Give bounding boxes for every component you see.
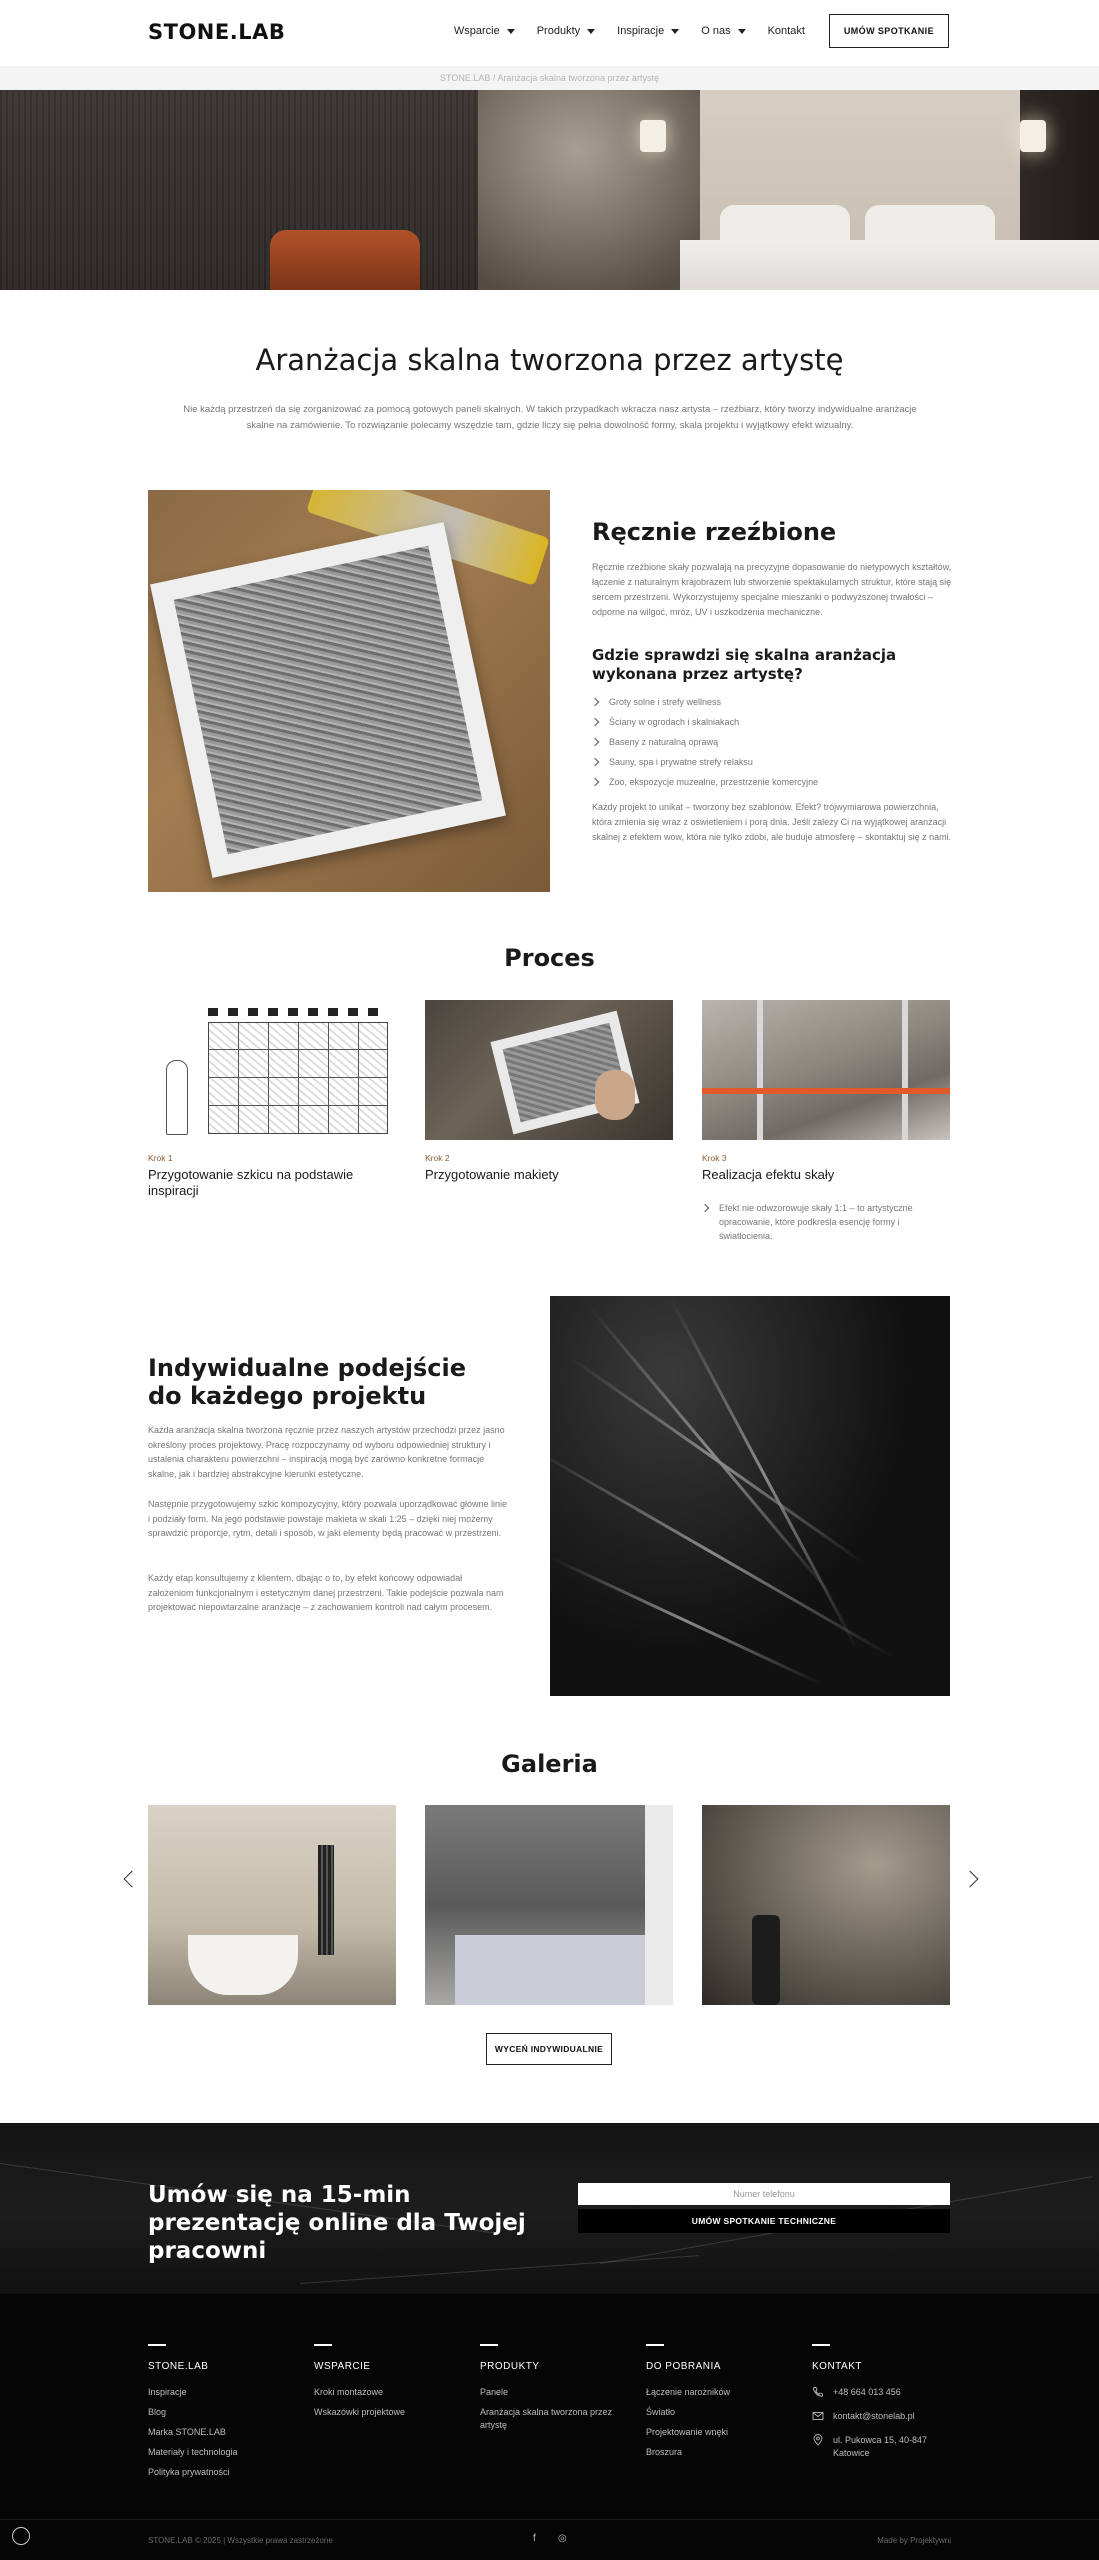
bed-detail <box>455 1935 645 2005</box>
process-step-3 <box>702 1000 950 1243</box>
relief-frame <box>150 522 506 878</box>
hero-armchair <box>270 230 420 290</box>
step-title: Przygotowanie makiety <box>425 1167 559 1182</box>
carved-relief-image <box>148 490 550 892</box>
contact-phone[interactable] <box>812 2386 952 2399</box>
main-nav <box>432 14 949 48</box>
list-item-label: Ściany w ogrodach i skalniakach <box>609 717 740 727</box>
list-item-label: Zoo, ekspozycje muzealne, przestrzenie komercyjne <box>609 777 819 787</box>
chevron-right-icon <box>701 1204 709 1212</box>
scaffold-post <box>902 1000 908 1140</box>
footer-link[interactable]: Łączenie narożników <box>646 2387 731 2397</box>
nav-item-inspiracje[interactable] <box>617 25 679 37</box>
carved-title: Ręcznie rzeźbione <box>592 518 837 546</box>
intro-text: Nie każdą przestrzeń da się zorganizować za pomocą gotowych paneli skalnych. W takich przypadkach wkracza nasz artysta – rzeźbiarz, który tworzy indywidualne aranżacje skalne na zamówienie. To rozwiązanie polecamy wszędzie tam, gdzie liczy się pełna dowolność formy, skala projektu i wyjątkowy efekt wizualny. <box>183 404 917 431</box>
footer-link[interactable]: Światło <box>646 2407 676 2417</box>
chevron-down-icon <box>738 29 746 34</box>
chevron-right-icon <box>591 738 599 746</box>
phone-icon <box>812 2386 824 2398</box>
divider <box>314 2344 332 2346</box>
list-item-label: Sauny, spa i prywatne strefy relaksu <box>609 757 753 767</box>
contact-phone-text: +48 664 013 456 <box>833 2387 901 2397</box>
individual-paragraph: Każdy etap konsultujemy z klientem, dbając o to, by efekt końcowy odpowiadał założeniom funkcjonalnym i estetycznym danej przestrzeni. Takie podejście pozwala nam projektować niepowtarzalne aranżacje – z zachowaniem kontroli nad całym procesem. <box>148 1573 504 1612</box>
chevron-down-icon <box>587 29 595 34</box>
footer-column <box>480 2344 620 2439</box>
page-title: Aranżacja skalna tworzona przez artystę <box>255 343 844 377</box>
site-header <box>0 0 1099 66</box>
cta-title: Umów się na 15-min prezentację online dla Twojej pracowni <box>148 2182 526 2264</box>
footer-link[interactable]: Marka STONE.LAB <box>148 2427 226 2437</box>
list-item <box>592 732 818 752</box>
relief-texture <box>174 546 482 854</box>
nav-label: Inspiracje <box>617 25 665 37</box>
nav-item-kontakt[interactable] <box>768 25 805 37</box>
list-item <box>592 692 818 712</box>
footer-link[interactable]: Broszura <box>646 2447 683 2457</box>
chevron-down-icon <box>507 29 515 34</box>
made-by[interactable]: Made by Projektywni <box>877 2536 951 2545</box>
step-bullet-text: Efekt nie odwzorowuje skały 1:1 – to artystyczne opracowanie, które podkreśla esencję formy i światłocienia. <box>719 1203 913 1241</box>
list-item <box>592 712 818 732</box>
footer-column <box>314 2344 474 2426</box>
divider <box>812 2344 830 2346</box>
chevron-right-icon <box>591 698 599 706</box>
nav-label: Produkty <box>536 25 581 37</box>
nav-item-wsparcie[interactable] <box>454 25 515 37</box>
footer-link[interactable]: Projektowanie wnęki <box>646 2427 729 2437</box>
footer-link[interactable]: Inspiracje <box>148 2387 187 2397</box>
footer-link[interactable]: Polityka prywatności <box>148 2467 230 2477</box>
contact-email-text: kontakt@stonelab.pl <box>833 2411 915 2421</box>
step-title: Realizacja efektu skały <box>702 1167 835 1182</box>
phone-input[interactable] <box>578 2183 950 2205</box>
location-pin-icon <box>812 2434 824 2446</box>
instagram-icon[interactable]: ◎ <box>558 2533 567 2544</box>
dark-rock-image <box>550 1296 950 1696</box>
hero-lamp <box>640 120 666 152</box>
hero-image <box>0 90 1099 290</box>
vase-detail <box>752 1915 780 2005</box>
process-title: Proces <box>504 944 595 972</box>
contact-email[interactable] <box>812 2410 952 2423</box>
step-label: Krok 1 <box>148 1153 173 1163</box>
rock-realization-image <box>702 1000 950 1140</box>
list-item-label: Baseny z naturalną oprawą <box>609 737 719 747</box>
nav-item-produkty[interactable] <box>537 25 595 37</box>
facebook-icon[interactable]: f <box>533 2533 536 2544</box>
footer-column-title: KONTAKT <box>812 2361 862 2372</box>
logo[interactable]: STONE.LAB <box>148 20 286 44</box>
curtain-detail <box>645 1805 673 2005</box>
gallery-prev-arrow-icon[interactable] <box>124 1871 141 1888</box>
individual-paragraph: Następnie przygotowujemy szkic kompozycyjny, który pozwala uporządkować główne linie i podziały form. Na jego podstawie powstaje makieta w skali 1:25 – dzięki niej możemy sprawdzić proporcje, rytm, detali i sposób, w jaki elementy będą pracować w przestrzeni. <box>148 1499 507 1538</box>
footer-link[interactable]: Kroki montażowe <box>314 2387 384 2397</box>
footer-link[interactable]: Materiały i technologia <box>148 2447 238 2457</box>
cta-banner <box>0 2123 1099 2294</box>
divider <box>480 2344 498 2346</box>
radiator-detail <box>318 1845 334 1955</box>
carved-subtitle: Gdzie sprawdzi się skalna aranżacja wykonana przez artystę? <box>592 646 897 683</box>
step-label: Krok 2 <box>425 1153 450 1163</box>
book-meeting-button[interactable]: UMÓW SPOTKANIE <box>829 14 949 48</box>
cookie-settings-icon[interactable] <box>12 2527 30 2545</box>
process-step-1 <box>148 1000 396 1199</box>
footer-column <box>148 2344 308 2486</box>
individual-paragraph: Każda aranżacja skalna tworzona ręcznie przez naszych artystów przechodzi przez jasno określony proces projektowy. Pracę rozpoczynamy od wyboru odpowiedniej struktury i ustalenia charakteru powierzchni – inspiracją mogą być zarówno konkretne formacje skalne, jak i bardziej abstrakcyjne kierunki estetyczne. <box>148 1425 505 1479</box>
footer-link[interactable]: Wskazówki projektowe <box>314 2407 406 2417</box>
rock-highlight <box>589 1307 836 1600</box>
chevron-down-icon <box>671 29 679 34</box>
footer-column-title: PRODUKTY <box>480 2361 540 2372</box>
site-footer <box>0 2294 1099 2560</box>
footer-column <box>646 2344 806 2466</box>
chevron-right-icon <box>591 718 599 726</box>
scaffold-bar <box>702 1088 950 1094</box>
footer-column-title: DO POBRANIA <box>646 2361 721 2372</box>
individual-title: Indywidualne podejście do każdego projektu <box>148 1354 467 1410</box>
hand-image-detail <box>595 1070 635 1120</box>
carved-text: Ręcznie rzeźbione skały pozwalają na precyzyjne dopasowanie do nietypowych kształtów, łączenie z naturalnym krajobrazem lub stworzenie spektakularnych struktur, które stają się sercem przestrzeni. Wykorzystujemy specjalne mieszanki o podwyższonej trwałości – odporne na wilgoć, mróz, UV i uszkodzenia mechaniczne. <box>592 562 952 617</box>
nav-label: Wsparcie <box>453 25 500 37</box>
footer-contact <box>812 2344 952 2471</box>
nav-item-o-nas[interactable] <box>701 25 745 37</box>
breadcrumb: STONE.LAB / Aranżacja skalna tworzona przez artystę <box>0 66 1099 90</box>
gallery-item[interactable] <box>425 1805 673 2005</box>
footer-link[interactable]: Blog <box>148 2407 167 2417</box>
divider <box>148 2344 166 2346</box>
contact-address-text: ul. Pukowca 15, 40-847 Katowice <box>833 2435 928 2458</box>
footer-bottom-bar <box>0 2519 1099 2560</box>
nav-label: Kontakt <box>767 25 805 37</box>
divider <box>646 2344 664 2346</box>
hero-bed <box>680 240 1099 290</box>
carved-note: Każdy projekt to unikat – tworzony bez szablonów. Efekt? trójwymiarowa powierzchnia, która zmienia się wraz z oświetleniem i porą dnia. Jeśli zależy Ci na wyjątkowej aranżacji skalnej z efektem wow, która nie tylko zdobi, ale buduje atmosferę – skontaktuj się z nami. <box>592 802 952 842</box>
contact-address <box>812 2434 952 2460</box>
sketch-scale-ruler <box>208 1008 388 1016</box>
nav-label: O nas <box>701 25 731 37</box>
use-cases-list <box>592 692 818 792</box>
bathtub-detail <box>188 1935 298 1995</box>
rock-highlight <box>550 1556 823 1686</box>
footer-column-title: STONE.LAB <box>148 2361 209 2372</box>
quote-button[interactable]: WYCEŃ INDYWIDUALNIE <box>486 2033 612 2065</box>
step-title: Przygotowanie szkicu na podstawie inspiracji <box>148 1167 354 1198</box>
model-image <box>425 1000 673 1140</box>
footer-link[interactable]: Aranżacja skalna tworzona przez artystę <box>480 2407 613 2430</box>
gallery-title: Galeria <box>501 1750 598 1778</box>
chevron-right-icon <box>591 778 599 786</box>
sketch-image <box>148 1000 396 1140</box>
list-item-label: Groty solne i strefy wellness <box>609 697 722 707</box>
gallery-item[interactable] <box>702 1805 950 2005</box>
list-item <box>592 752 818 772</box>
process-step-2 <box>425 1000 673 1183</box>
book-tech-meeting-button[interactable]: UMÓW SPOTKANIE TECHNICZNE <box>578 2209 950 2233</box>
chevron-right-icon <box>591 758 599 766</box>
list-item <box>592 772 818 792</box>
gallery-next-arrow-icon[interactable] <box>962 1871 979 1888</box>
human-figure-icon <box>166 1060 188 1135</box>
copyright: STONE.LAB © 2025 | Wszystkie prawa zastrzeżone <box>148 2536 333 2545</box>
footer-column-title: WSPARCIE <box>314 2361 371 2372</box>
gallery-item[interactable] <box>148 1805 396 2005</box>
mail-icon <box>812 2410 824 2422</box>
sketch-grid <box>208 1022 388 1134</box>
scaffold-post <box>757 1000 763 1140</box>
footer-link[interactable]: Panele <box>480 2387 509 2397</box>
step-bullet <box>702 1201 950 1243</box>
step-label: Krok 3 <box>702 1153 727 1163</box>
hero-lamp <box>1020 120 1046 152</box>
rock-highlight <box>669 1297 859 1652</box>
